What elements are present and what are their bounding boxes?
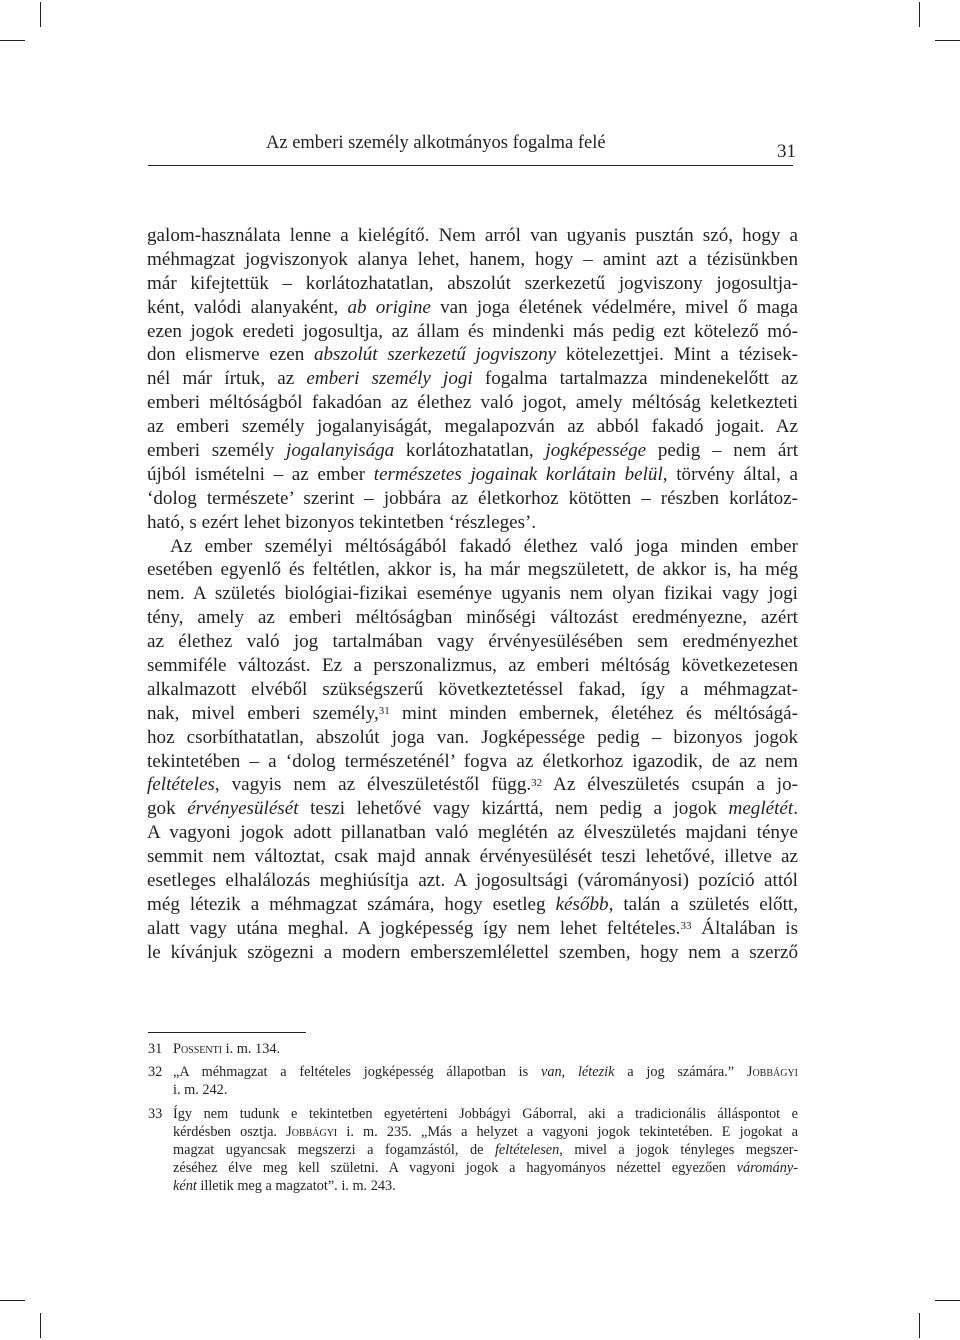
footnote-line: kérdésben osztja. Jobbágyi i. m. 235. „Más a helyzet a vagyoni jogok tekintetében. E jogokat a [173, 1123, 798, 1140]
body-line: már kifejtettük – korlátozhatatlan, abszolút szerkezetű jogviszony jogosultja- [147, 272, 798, 294]
footnotes [148, 1040, 798, 1201]
page-number: 31 [777, 141, 796, 162]
body-line: újból ismételni – az ember természetes jogainak korlátain belül, törvény által, a [147, 463, 798, 485]
body-line: A vagyoni jogok adott pillanatban való meglétén az élveszületés majdani ténye [147, 822, 798, 844]
crop-mark-top-left-horizontal [0, 40, 25, 41]
crop-mark-top-left-vertical [40, 2, 41, 27]
italic-term: feltételes [147, 774, 215, 796]
italic-term: van, létezik [540, 1064, 615, 1081]
body-line: gok érvényesülését teszi lehetővé vagy kizárttá, nem pedig a jogok meglétét. [147, 798, 798, 820]
body-line: az emberi személy jogalanyiságát, megalapozván az abból fakadó jogait. Az [147, 416, 798, 438]
body-line: nél már írtuk, az emberi személy jogi fogalma tartalmazza mindenekelőtt az [147, 368, 799, 390]
footnote-line: magzat ugyancsak megszerzi a fogamzástól, de feltételesen, mivel a jogok tényleges megszer- [173, 1142, 798, 1159]
footnote-number: 32 [148, 1064, 163, 1081]
body-line: emberi személy jogalanyisága korlátozhatatlan, jogképessége pedig – nem árt [147, 440, 799, 462]
crop-mark-bottom-left-vertical [40, 1313, 41, 1338]
italic-term: jogképessége [545, 440, 647, 462]
footnote-rule [148, 1032, 306, 1033]
footnote-line: zéséhez élve meg kell születni. A vagyoni jogok a hagyományos nézettel egyezően váromány- [173, 1160, 798, 1177]
footnote-ref-33[interactable]: 33 [680, 919, 692, 932]
footnote-number: 31 [148, 1041, 163, 1057]
crop-mark-bottom-right-vertical [919, 1313, 920, 1338]
italic-term: feltételesen [494, 1142, 560, 1159]
body-line: semmit nem változtat, csak majd annak érvényesülését teszi lehetővé, illetve az [147, 846, 798, 868]
body-line: alatt vagy utána meghal. A jogképesség így nem lehet feltételes.$^{33}$ Általában is [147, 917, 799, 939]
crop-mark-top-right-horizontal [935, 40, 960, 41]
body-line: feltételes, vagyis nem az élveszületéstől függ.$^{32}$ Az élveszületés csupán a jo- [147, 774, 798, 796]
crop-mark-bottom-left-horizontal [0, 1300, 25, 1301]
footnote-32 [148, 1063, 798, 1099]
body-line: ezen jogok eredeti jogosultja, az állam és mindenki más pedig ezt kötelező mó- [147, 320, 798, 342]
italic-term: váromány- [736, 1160, 798, 1177]
body-line: nem. A születés biológiai-fizikai eseménye ugyanis nem olyan fizikai vagy jogi [147, 583, 798, 605]
footnote-line: Possenti i. m. 134. [173, 1041, 281, 1057]
author-name: Jobbágyi [746, 1064, 798, 1081]
body-line: tekintetében – a ‘dolog természeténél’ fogva az életkorhoz igazodik, de az nem [147, 750, 798, 772]
body-line: az élethez való jog tartalmában vagy érvényesülésében sem eredményezhet [147, 631, 798, 653]
body-line: nak, mivel emberi személy,$^{31}$ mint minden embernek, életéhez és méltóságá- [147, 702, 798, 724]
body-line: don elismerve ezen abszolút szerkezetű jogviszony kötelezettjei. Mint a tézisek- [147, 344, 798, 366]
footnote-line: ként illetik meg a magzatot”. i. m. 243. [173, 1178, 396, 1195]
body-line: alkalmazott elvéből szükségszerű következtetéssel fakad, így a méhmagzat- [147, 678, 798, 700]
body-line: még létezik a méhmagzat számára, hogy esetleg később, talán a születés előtt, [147, 893, 798, 915]
body-line: méhmagzat jogviszonyok alanya lehet, hanem, hogy – amint azt a tézisünkben [147, 248, 798, 270]
body-line: ként, valódi alanyaként, ab origine van joga életének védelmére, mivel ő maga [147, 296, 798, 318]
footnote-33 [148, 1105, 798, 1196]
footnote-line: i. m. 242. [173, 1082, 228, 1099]
body-line: esetében egyenlő és feltétlen, akkor is, ha már megszületett, de akkor is, ha még [147, 559, 798, 581]
body-line: hoz csorbíthatatlan, abszolút joga van. Jogképessége pedig – bizonyos jogok [147, 726, 798, 748]
italic-term: ként [173, 1178, 197, 1195]
header-rule [148, 165, 793, 166]
italic-term: érvényesülését [187, 798, 299, 820]
footnote-line: Így nem tudunk e tekintetben egyetérteni Jobbágyi Gáborral, aki a tradicionális álláspontot e [173, 1105, 798, 1122]
footnote-31 [148, 1040, 798, 1058]
crop-mark-bottom-right-horizontal [935, 1300, 960, 1301]
italic-term: abszolút szerkezetű jogviszony [313, 344, 557, 366]
italic-term: később [555, 893, 609, 915]
author-name: Jobbágyi [286, 1123, 338, 1140]
running-header [148, 133, 798, 163]
body-line: galom-használata lenne a kielégítő. Nem arról van ugyanis pusztán szó, hogy a [147, 225, 798, 246]
running-title: Az emberi személy alkotmányos fogalma felé [266, 133, 606, 153]
paragraph-start-line: Az ember személyi méltóságából fakadó élethez való joga minden ember [170, 535, 798, 557]
footnote-ref-31[interactable]: 31 [378, 704, 390, 717]
italic-term: jogalanyisága [286, 440, 395, 462]
body-text [147, 224, 798, 965]
body-line: semmiféle változást. Ez a perszonalizmus, az emberi méltóság következetesen [147, 655, 798, 677]
body-line: esetleges elhalálozás meghiúsítja azt. A jogosultsági (várományosi) pozíció attól [147, 870, 798, 892]
italic-term: meglétét [728, 798, 794, 820]
body-line: emberi méltóságból fakadóan az élethez való jogot, amely méltóság keletkezteti [147, 392, 798, 414]
footnote-ref-32[interactable]: 32 [531, 776, 543, 789]
footnote-number: 33 [148, 1105, 163, 1122]
body-line: le kívánjuk szögezni a modern emberszemlélettel szemben, hogy nem a szerző [147, 941, 798, 963]
author-name: Possenti [173, 1041, 223, 1057]
footnote-line: „A méhmagzat a feltételes jogképesség állapotban is van, létezik a jog számára.” Jobbágyi [173, 1064, 798, 1081]
body-line: ható, s ezért lehet bizonyos tekintetben ‘részleges’. [147, 511, 537, 533]
body-line: tény, amely az emberi méltóságban minőségi változást eredményezne, azért [147, 607, 798, 629]
crop-mark-top-right-vertical [919, 2, 920, 27]
body-line: ‘dolog természete’ szerint – jobbára az életkorhoz kötötten – részben korlátoz- [147, 487, 798, 509]
italic-term: emberi személy jogi [306, 368, 473, 390]
italic-term: természetes jogainak korlátain belül [373, 463, 663, 485]
italic-term: ab origine [347, 296, 431, 318]
